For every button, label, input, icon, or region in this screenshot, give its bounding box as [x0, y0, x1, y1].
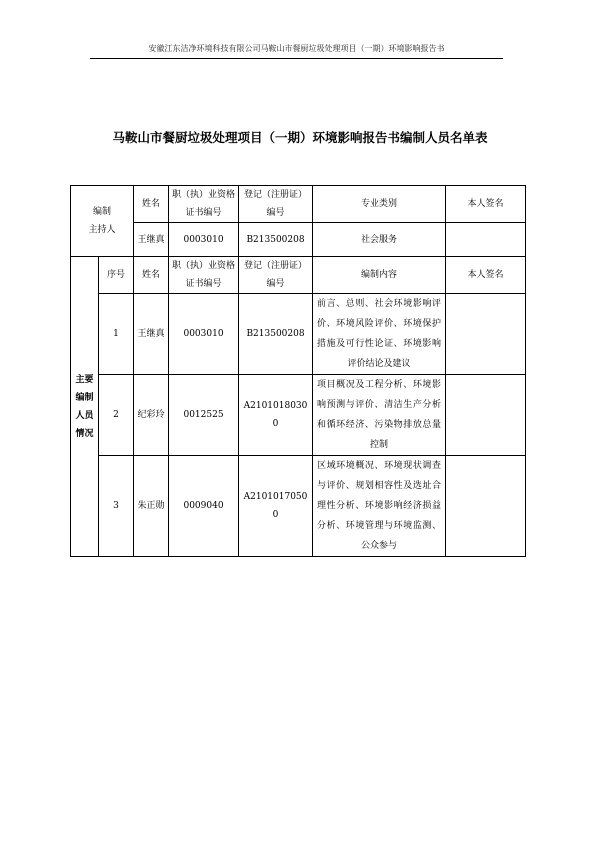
host-signature-field[interactable]	[446, 223, 526, 257]
host-name: 王继真	[134, 223, 169, 257]
host-reg: B213500208	[239, 223, 313, 257]
staff-row-signature-field[interactable]	[446, 294, 526, 375]
staff-row-signature-field[interactable]	[446, 375, 526, 456]
staff-row-content: 区域环境概况、环境现状调查与评价、规划相容性及选址合理性分析、环境影响经济损益分析、环境管理与环境监测、公众参与	[313, 456, 446, 557]
table-row	[71, 294, 526, 375]
host-section-label: 编制 主持人	[71, 186, 134, 257]
staff-row-name: 纪彩玲	[134, 375, 169, 456]
staff-row-signature-field[interactable]	[446, 456, 526, 557]
staff-row-content: 项目概况及工程分析、环境影响预测与评价、清洁生产分析和循环经济、污染物排放总量控制	[313, 375, 446, 456]
staff-row-reg: A21010170500	[239, 456, 313, 557]
staff-header-name: 姓名	[134, 257, 169, 294]
host-header-cert: 职（执）业资格证书编号	[169, 186, 239, 223]
staff-row-content: 前言、总则、社会环境影响评价、环境风险评价、环境保护措施及可行性论证、环境影响评价结论及建议	[313, 294, 446, 375]
staff-header-no: 序号	[99, 257, 134, 294]
document-title: 马鞍山市餐厨垃圾处理项目（一期）环境影响报告书编制人员名单表	[112, 130, 488, 145]
table-row	[71, 456, 526, 557]
host-cert: 0003010	[169, 223, 239, 257]
table-row	[71, 375, 526, 456]
staff-header-content: 编制内容	[313, 257, 446, 294]
staff-row-no: 3	[99, 456, 134, 557]
staff-row-cert: 0012525	[169, 375, 239, 456]
staff-row-name: 朱正勋	[134, 456, 169, 557]
staff-row-no: 2	[99, 375, 134, 456]
staff-row-cert: 0003010	[169, 294, 239, 375]
staff-header-reg: 登记（注册证）编号	[239, 257, 313, 294]
host-header-signature: 本人签名	[446, 186, 526, 223]
staff-section-label: 主要编制人员情况	[71, 257, 99, 557]
staff-header-cert: 职（执）业资格证书编号	[169, 257, 239, 294]
host-header-reg: 登记（注册证）编号	[239, 186, 313, 223]
host-header-name: 姓名	[134, 186, 169, 223]
host-category: 社会服务	[313, 223, 446, 257]
staff-row-cert: 0009040	[169, 456, 239, 557]
running-header: 安徽江东洁净环境科技有限公司马鞍山市餐厨垃圾处理项目（一期）环境影响报告书	[90, 43, 503, 59]
staff-row-reg: A21010180300	[239, 375, 313, 456]
staff-row-name: 王继真	[134, 294, 169, 375]
staff-row-no: 1	[99, 294, 134, 375]
staff-header-signature: 本人签名	[446, 257, 526, 294]
host-header-category: 专业类别	[313, 186, 446, 223]
staff-row-reg: B213500208	[239, 294, 313, 375]
staff-roster-table	[70, 185, 526, 557]
